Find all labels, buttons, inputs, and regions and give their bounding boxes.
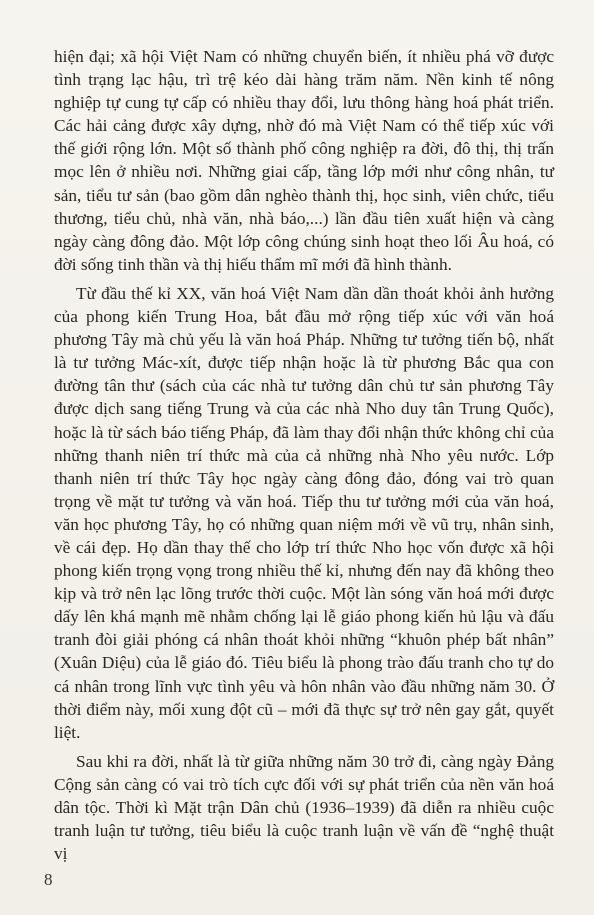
- paragraph-3: Sau khi ra đời, nhất là từ giữa những năm 30 trở đi, càng ngày Đảng Cộng sản càng có vai trò tích cực đối với sự phát triển của nền văn hoá dân tộc. Thời kì Mặt trận Dân chủ (1936–1939) đã diễn ra nhiều cuộc tranh luận tư tưởng, tiêu biểu là cuộc tranh luận về vấn đề “nghệ thuật vị: [54, 751, 554, 864]
- page-number: 8: [44, 870, 53, 889]
- paragraph-2: Từ đầu thế kỉ XX, văn hoá Việt Nam dần dần thoát khỏi ảnh hưởng của phong kiến Trung Hoa, bắt đầu mở rộng tiếp xúc với văn hoá phương Tây mà chủ yếu là văn hoá Pháp. Những tư tưởng tiến bộ, nhất là tư tưởng Mác-xít, được tiếp nhận hoặc là từ phương Bắc qua con đường tân thư (sách của các nhà tư tưởng dân chủ tư sản phương Tây được dịch sang tiếng Trung và của các nhà Nho duy tân Trung Quốc), hoặc là từ sách báo tiếng Pháp, đã làm thay đổi nhận thức không chỉ của những thanh niên trí thức mà của cả những nhà Nho yêu nước. Lớp thanh niên trí thức Tây học ngày càng đông đảo, đóng vai trò quan trọng về mặt tư tưởng và văn hoá. Tiếp thu tư tưởng mới của văn hoá, văn học phương Tây, họ có những quan niệm mới về vũ trụ, nhân sinh, về cái đẹp. Họ dần thay thế cho lớp trí thức Nho học vốn được xã hội phong kiến trọng vọng trong nhiều thế kỉ, nhưng đến nay đã không theo kịp và trở nên lạc lõng trước thời cuộc. Một làn sóng văn hoá mới được dấy lên khá mạnh mẽ nhằm chống lại lễ giáo phong kiến hủ lậu và đấu tranh đòi giải phóng cá nhân thoát khỏi những “khuôn phép bất nhân” (Xuân Diệu) của lễ giáo đó. Tiêu biểu là phong trào đấu tranh cho tự do cá nhân trong lĩnh vực tình yêu và hôn nhân vào đầu những năm 30. Ở thời điểm này, mối xung đột cũ – mới đã thực sự trở nên gay gắt, quyết liệt.: [54, 283, 554, 742]
- body-text: [54, 45, 554, 871]
- paragraph-1: hiện đại; xã hội Việt Nam có những chuyển biến, ít nhiều phá vỡ được tình trạng lạc hậu, trì trệ kéo dài hàng trăm năm. Nền kinh tế nông nghiệp tự cung tự cấp có nhiều thay đổi, lưu thông hàng hoá phát triển. Các hải cảng được xây dựng, nhờ đó mà Việt Nam có thể tiếp xúc với thế giới rộng lớn. Một số thành phố công nghiệp ra đời, đô thị, thị trấn mọc lên ở nhiều nơi. Những giai cấp, tầng lớp mới như công nhân, tư sản, tiểu tư sản (bao gồm dân nghèo thành thị, học sinh, viên chức, tiểu thương, tiểu chủ, nhà văn, nhà báo,...) lần đầu tiên xuất hiện và càng ngày càng đông đảo. Một lớp công chúng sinh hoạt theo lối Âu hoá, có đời sống tinh thần và thị hiếu thẩm mĩ mới đã hình thành.: [54, 47, 554, 274]
